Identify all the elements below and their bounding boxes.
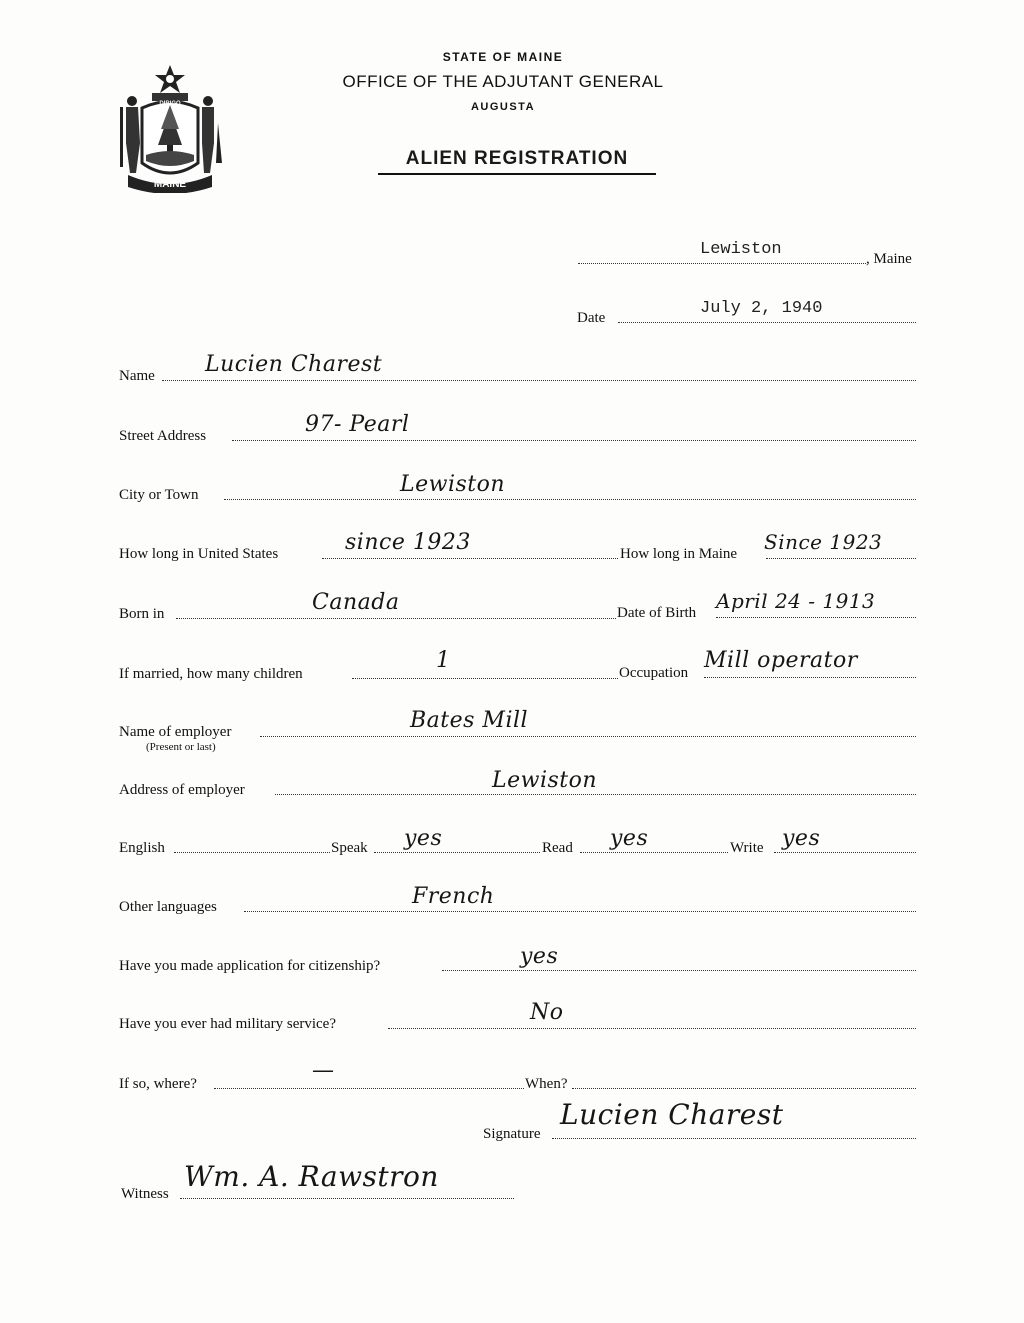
speak-label: Speak (331, 840, 368, 856)
employer-address-line (275, 794, 916, 795)
date-of-birth-line (716, 617, 916, 618)
military-line (388, 1028, 916, 1029)
date-value: July 2, 1940 (700, 299, 823, 318)
employer-value: Bates Mill (410, 708, 529, 733)
how-long-maine-value: Since 1923 (764, 530, 883, 554)
signature-label: Signature (483, 1126, 541, 1142)
street-value: 97- Pearl (305, 412, 410, 437)
write-line (774, 852, 916, 853)
city-value: Lewiston (400, 472, 506, 497)
city-line (224, 499, 916, 500)
other-languages-value: French (412, 884, 495, 909)
employer-address-label: Address of employer (119, 782, 245, 798)
occupation-value: Mill operator (704, 648, 858, 673)
if-so-where-line (214, 1088, 524, 1089)
maine-label: , Maine (866, 251, 912, 267)
date-of-birth-label: Date of Birth (617, 605, 697, 621)
witness-line (180, 1198, 514, 1199)
signature-line (552, 1138, 916, 1139)
how-long-maine-line (766, 558, 916, 559)
seal-banner-text: MAINE (153, 179, 187, 190)
speak-line (374, 852, 540, 853)
citizenship-value: yes (520, 944, 559, 969)
how-long-us-label: How long in United States (119, 546, 279, 562)
when-line (572, 1088, 916, 1089)
born-in-value: Canada (312, 590, 400, 615)
read-line (580, 852, 728, 853)
seal-motto-text: DIRIGO (159, 101, 181, 107)
if-so-where-label: If so, where? (119, 1076, 197, 1092)
when-label: When? (525, 1076, 568, 1092)
employer-label: Name of employer (119, 724, 232, 740)
english-line (174, 852, 330, 853)
english-label: English (119, 840, 165, 856)
born-in-line (176, 618, 616, 619)
city-label: City or Town (119, 487, 199, 503)
citizenship-label: Have you made application for citizenship? (119, 958, 381, 974)
place-line (578, 263, 866, 264)
military-value: No (530, 1000, 564, 1025)
name-line (162, 380, 916, 381)
how-long-us-value: since 1923 (345, 530, 471, 555)
read-label: Read (542, 840, 573, 856)
city-heading: AUGUSTA (470, 101, 536, 113)
date-line (618, 322, 916, 323)
street-line (232, 440, 916, 441)
other-languages-label: Other languages (119, 899, 217, 915)
employer-note: (Present or last) (146, 741, 216, 753)
write-value: yes (782, 826, 821, 851)
occupation-label: Occupation (619, 665, 689, 681)
witness-label: Witness (121, 1186, 169, 1202)
signature-value: Lucien Charest (560, 1098, 784, 1131)
born-in-label: Born in (119, 606, 165, 622)
name-value: Lucien Charest (205, 352, 383, 377)
children-label: If married, how many children (119, 666, 303, 682)
read-value: yes (610, 826, 649, 851)
other-languages-line (244, 911, 916, 912)
how-long-us-line (322, 558, 618, 559)
employer-address-value: Lewiston (492, 768, 598, 793)
date-label: Date (577, 310, 606, 326)
witness-value: Wm. A. Rawstron (184, 1160, 439, 1193)
children-line (352, 678, 618, 679)
citizenship-line (442, 970, 916, 971)
page-title: ALIEN REGISTRATION (378, 148, 656, 175)
street-label: Street Address (119, 428, 207, 444)
place-value: Lewiston (700, 240, 782, 259)
military-label: Have you ever had military service? (119, 1016, 336, 1032)
write-label: Write (730, 840, 764, 856)
employer-line (260, 736, 916, 737)
office-heading: OFFICE OF THE ADJUTANT GENERAL (342, 72, 664, 91)
date-of-birth-value: April 24 - 1913 (716, 589, 876, 613)
how-long-maine-label: How long in Maine (620, 546, 738, 562)
if-so-where-value: — (312, 1058, 335, 1083)
name-label: Name (119, 368, 155, 384)
speak-value: yes (404, 826, 443, 851)
occupation-line (704, 677, 916, 678)
children-value: 1 (436, 648, 451, 673)
state-heading: STATE OF MAINE (442, 50, 564, 64)
